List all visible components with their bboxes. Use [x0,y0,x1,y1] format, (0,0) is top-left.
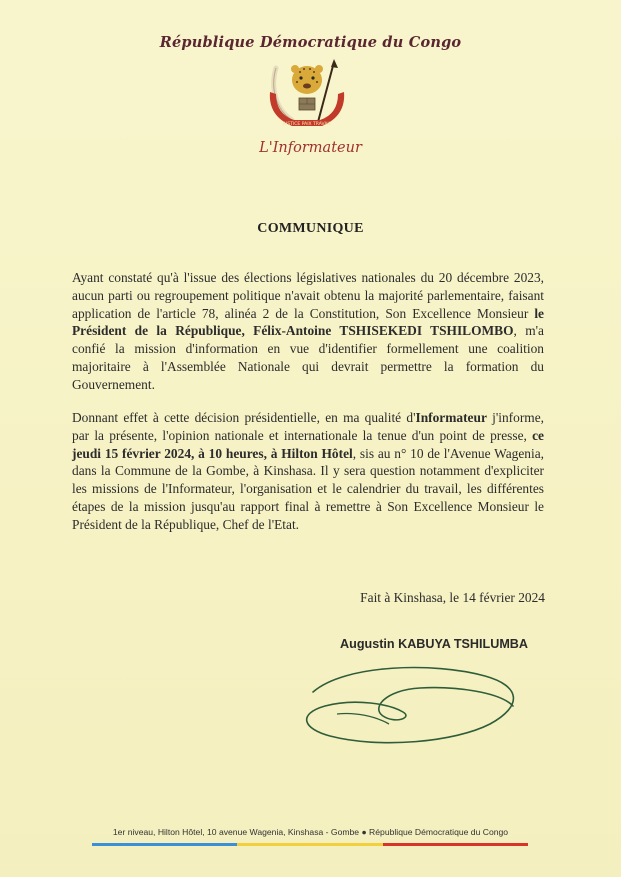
footer-bar-red [383,843,528,846]
paragraph2-text-b: j'informe, par la présente, l'opinion nationale et internationale la tenue d'un point de presse, [72,410,545,443]
paragraph1-text-b: , m'a confié la mission d'information en vue d'identifier formellement une coalition majoritaire à l'Assemblée Nationale qui devrait permettre la formation du Gouvernement. [72,323,544,392]
signer-name: Augustin KABUYA TSHILUMBA [340,637,528,651]
paragraph1-president-name: le Président de la République, Félix-Antoine TSHISEKEDI TSHILOMBO [72,305,544,339]
footer-bar-yellow [237,843,382,846]
paragraph2-event-datetime: ce jeudi 15 février 2024, à 10 heures, à Hilton Hôtel [72,427,544,461]
paragraph-press-conference [72,409,544,534]
paragraph2-text-a: Donnant effet à cette décision présidentielle, en ma qualité d' [72,410,416,425]
emblem-motto: JUSTICE PAIX TRAVAIL [282,122,332,127]
date-place-line: Fait à Kinshasa, le 14 février 2024 [360,590,545,605]
paragraph2-role: Informateur [415,410,487,425]
paragraph-mandate [72,269,544,394]
republic-header: République Démocratique du Congo [159,34,462,51]
document-title: COMMUNIQUE [257,221,364,236]
office-header: L'Informateur [259,140,362,156]
paragraph2-text-c: , sis au n° 10 de l'Avenue Wagenia, dans la Commune de la Gombe, à Kinshasa. Il y sera question notamment d'expliciter les missions de l'Informateur, l'organisation et le calendrier du travail, les différentes étapes de la mission jusqu'au rapport final à remettre à Son Excellence Monsieur le Président de la République, Chef de l'Etat. [72,445,544,532]
footer-address: 1er niveau, Hilton Hôtel, 10 avenue Wagenia, Kinshasa - Gombe ● République Démocratique du Congo [112,827,509,837]
paragraph1-text-a: Ayant constaté qu'à l'issue des élections législatives nationales du 20 décembre 2023, aucun parti ou regroupement politique n'avait obtenu la majorité parlementaire, faisant application de l'article 78, alinéa 2 de la Constitution, Son Excellence Monsieur [72,270,544,321]
footer-flag-bar [92,843,528,846]
footer-bar-blue [92,843,237,846]
handwritten-signature [285,654,545,754]
coat-of-arms-emblem [262,58,352,138]
